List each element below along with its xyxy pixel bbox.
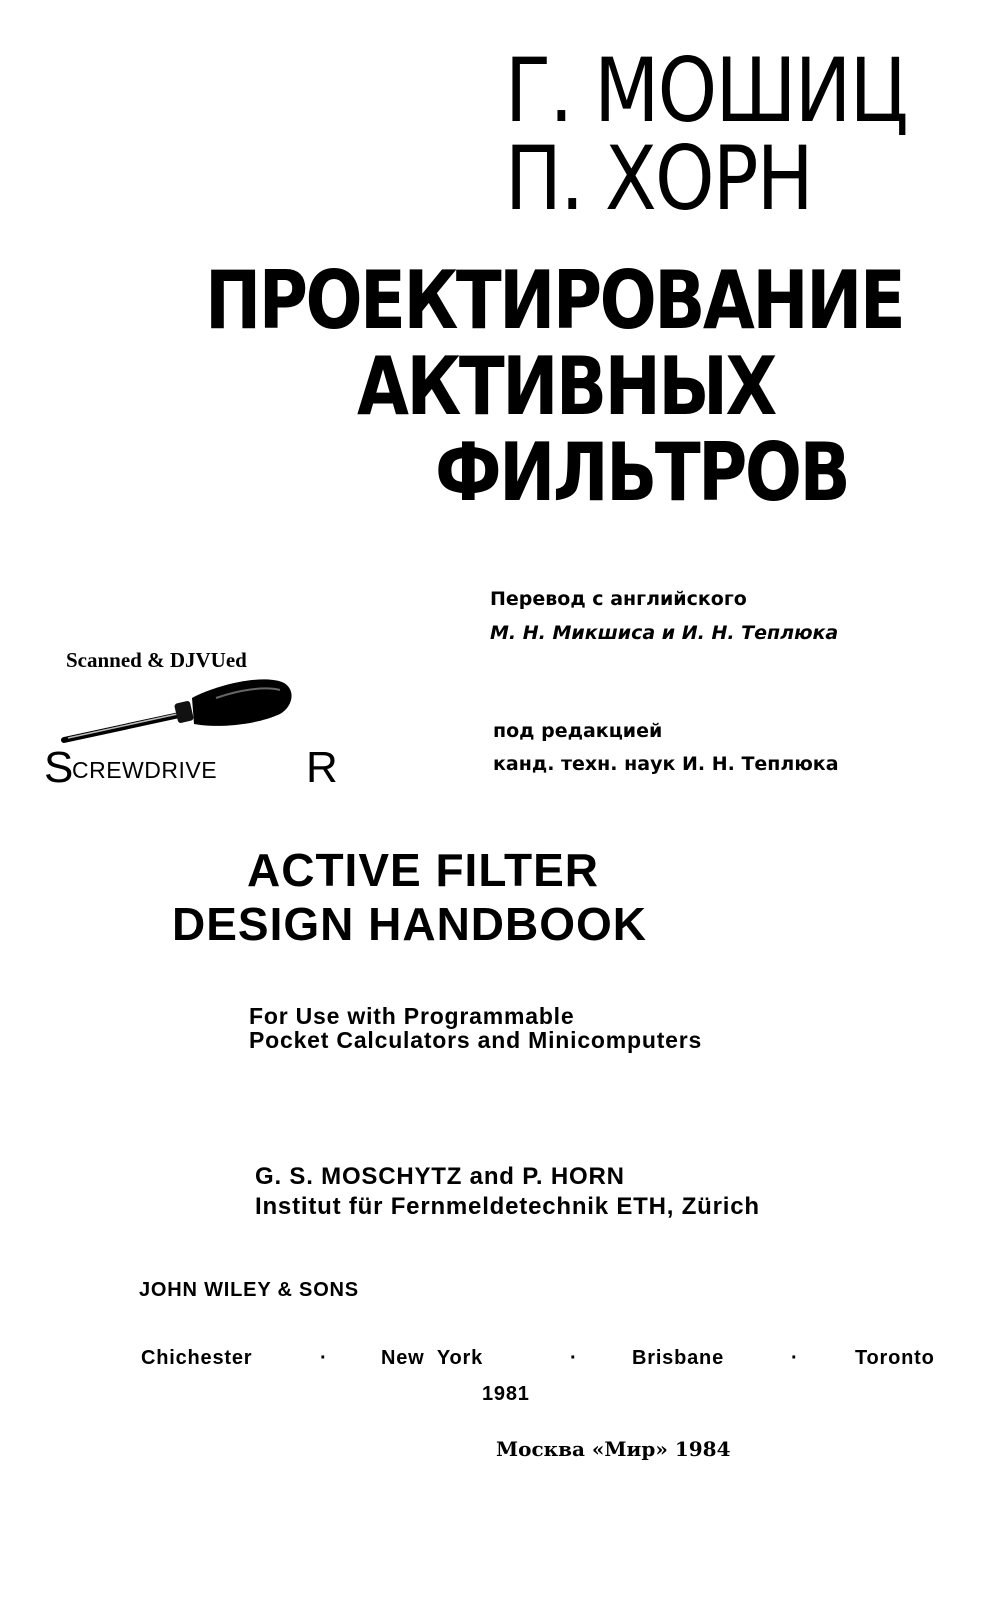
svg-text:S: S [44,743,74,792]
year-en: 1981 [482,1383,530,1405]
title-ru-line-3: ФИЛЬТРОВ [435,426,849,519]
title-en-line-1: ACTIVE FILTER [247,844,600,896]
svg-text:R: R [306,743,338,792]
title-ru-line-1: ПРОЕКТИРОВАНИЕ [205,254,904,347]
separator-dot: · [570,1347,577,1369]
author-ru-2: П. ХОРН [505,127,812,230]
subtitle-en-line-2: Pocket Calculators and Minicomputers [249,1027,703,1053]
screwdriver-logo [44,676,338,792]
editor-label: под редакцией [493,720,663,742]
scan-stamp-text: Scanned & DJVUed [66,648,247,672]
title-en-line-2: DESIGN HANDBOOK [172,898,648,950]
separator-dot: · [320,1347,327,1369]
city-chichester: Chichester [141,1347,253,1369]
separator-dot: · [791,1347,798,1369]
screwdriver-icon [44,676,338,792]
svg-text:CREWDRIVE: CREWDRIVE [72,757,218,783]
authors-en: G. S. MOSCHYTZ and P. HORN [255,1163,625,1190]
city-toronto: Toronto [855,1347,935,1369]
affiliation-en: Institut für Fernmeldetechnik ETH, Zürich [255,1193,760,1220]
imprint-ru: Москва «Мир» 1984 [496,1437,731,1461]
city-brisbane: Brisbane [632,1347,724,1369]
editor-name: канд. техн. наук И. Н. Теплюка [493,753,839,775]
city-new-york: New York [381,1347,484,1369]
russian-authors [505,39,907,230]
publisher-en: JOHN WILEY & SONS [139,1279,359,1301]
author-ru-1: Г. МОШИЦ [505,39,907,142]
translators: М. Н. Микшиса и И. Н. Теплюка [490,622,839,644]
subtitle-en-line-1: For Use with Programmable [249,1003,575,1029]
translation-label: Перевод с английского [490,588,747,610]
title-ru-line-2: АКТИВНЫХ [357,340,775,433]
